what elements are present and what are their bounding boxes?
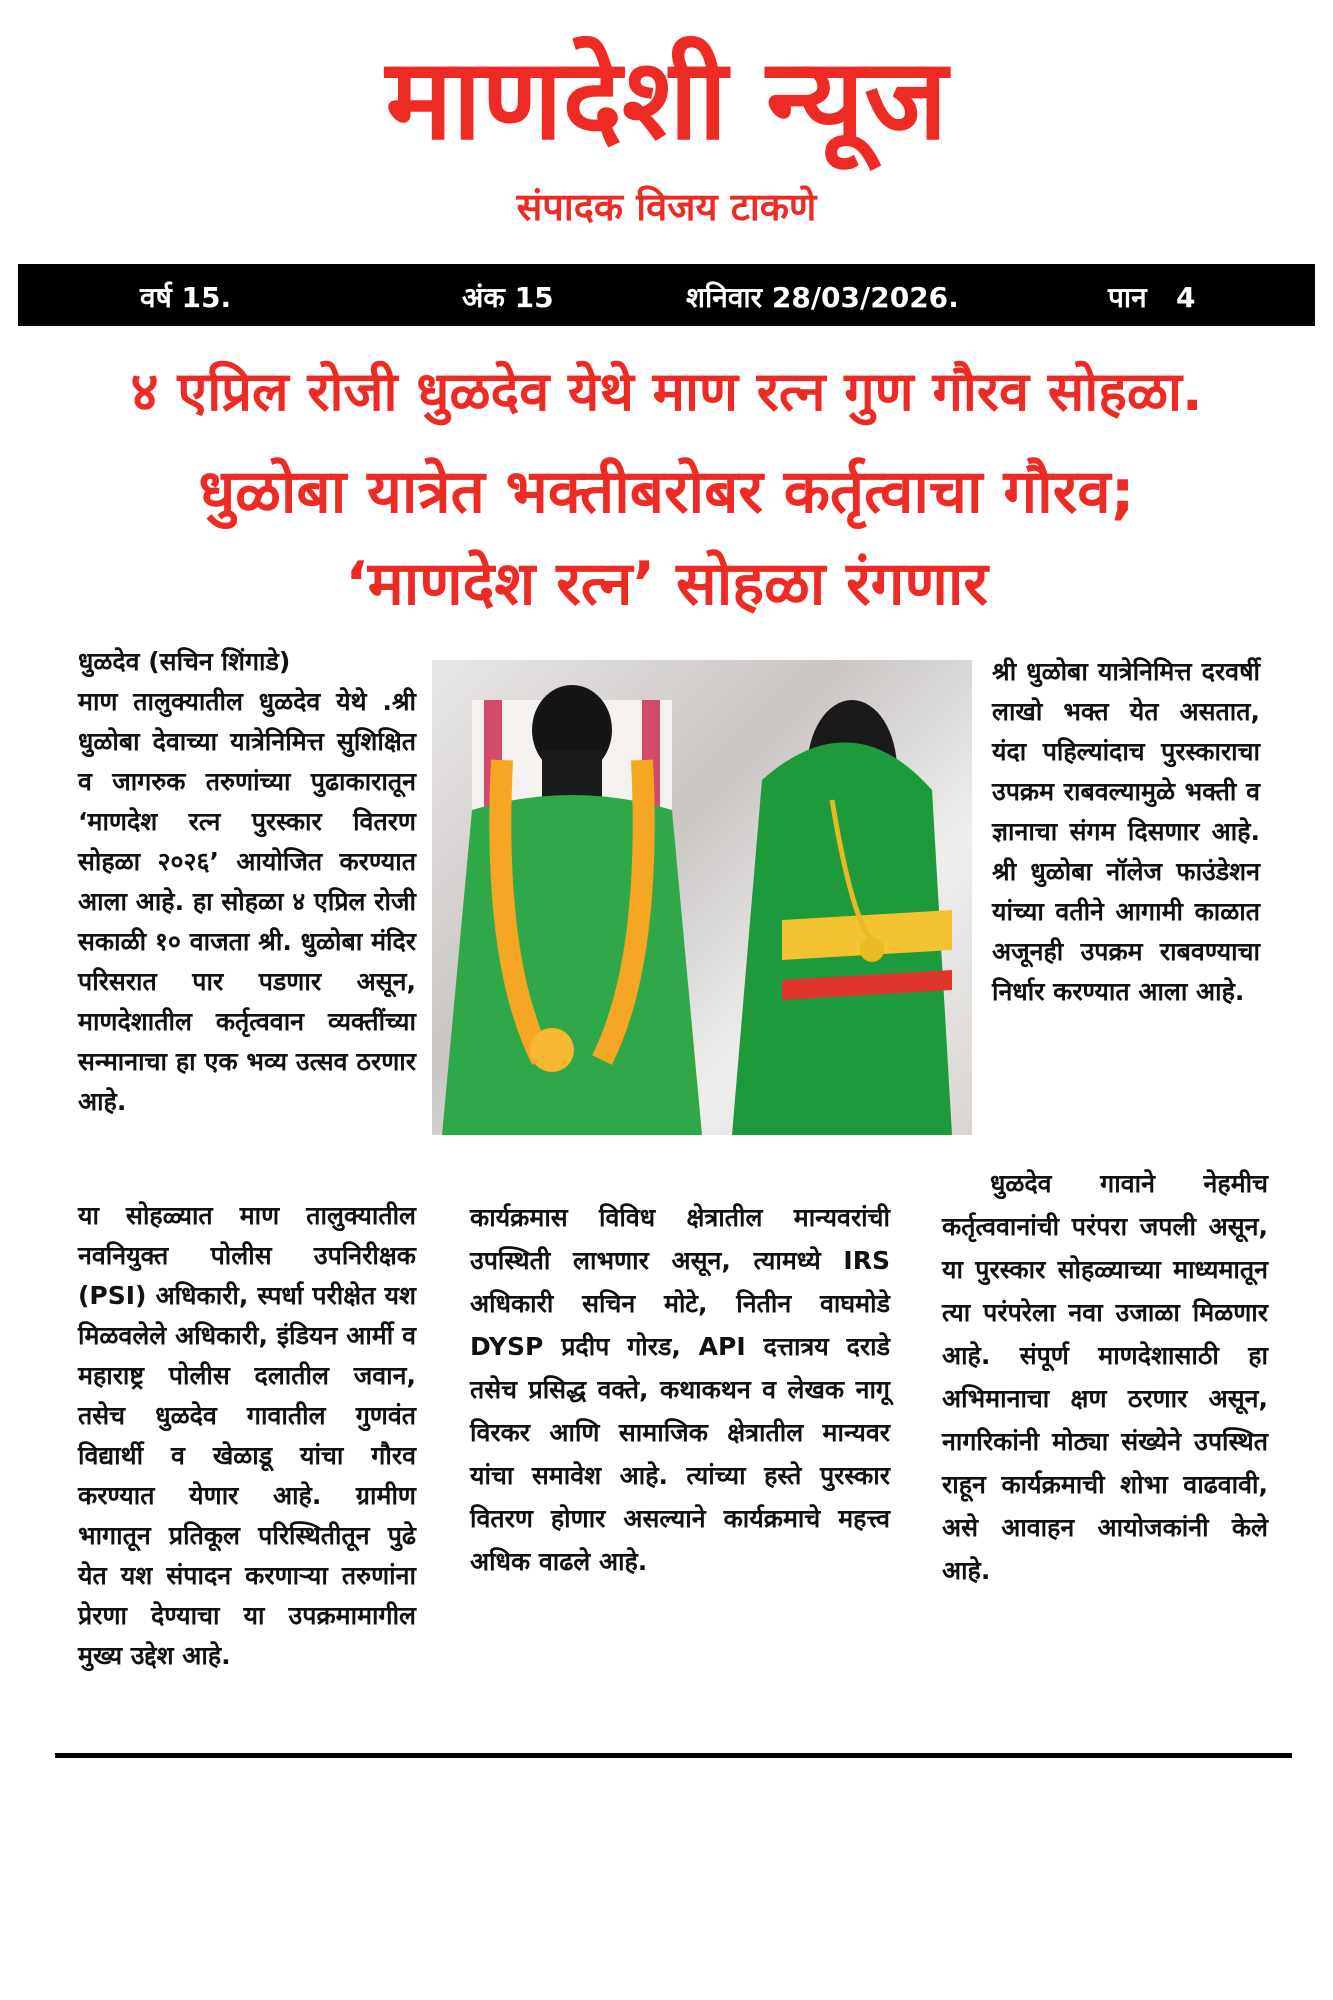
dateline: धुळदेव (सचिन शिंगाडे) [78, 647, 291, 676]
paragraph: धुळदेव गावाने नेहमीच कर्तृत्ववानांची परंपरा जपली असून, या पुरस्कार सोहळ्याच्या माध्यमातून त्या परंपरेला नवा उजाळा मिळणार आहे. संपूर्ण माणदेशासाठी हा अभिमानाचा क्षण ठरणार असून, नागरिकांनी मोठ्या संख्येने उपस्थित राहून कार्यक्रमाची शोभा वाढवावी, असे आवाहन आयोजकांनी केले आहे. [942, 1169, 1268, 1585]
headline-primary: ४ एप्रिल रोजी धुळदेव येथे माण रत्न गुण गौरव सोहळा. [130, 360, 1203, 423]
date-label: शनिवार 28/03/2026. [686, 281, 959, 314]
bottom-rule [55, 1753, 1292, 1758]
page-label: पान 4 [1108, 281, 1196, 314]
info-bar [18, 264, 1315, 326]
year-label: वर्ष 15. [140, 281, 232, 314]
article-column-5 [942, 1162, 1268, 1592]
article-column-1 [78, 642, 416, 1122]
deity-photo-illustration [432, 660, 972, 1135]
deity-photo [432, 660, 972, 1135]
article-column-2: श्री धुळोबा यात्रेनिमित्त दरवर्षी लाखो भक्त येत असतात, यंदा पहिल्यांदाच पुरस्काराचा उपक्रम राबवल्यामुळे भक्ती व ज्ञानाचा संगम दिसणार आहे. श्री धुळोबा नॉलेज फाउंडेशन यांच्या वतीने आगामी काळात अजूनही उपक्रम राबवण्याचा निर्धार करण्यात आला आहे. [992, 657, 1260, 1006]
headline-secondary: धुळोबा यात्रेत भक्तीबरोबर कर्तृत्वाचा गौरव; [198, 457, 1135, 527]
article-column-4: कार्यक्रमास विविध क्षेत्रातील मान्यवरांची उपस्थिती लाभणार असून, त्यामध्ये IRS अधिकारी सचिन मोटे, नितीन वाघमोडे DYSP प्रदीप गोरड, API दत्तात्रय दराडे तसेच प्रसिद्ध वक्ते, कथाकथन व लेखक नागू विरकर आणि सामाजिक क्षेत्रातील मान्यवर यांचा समावेश आहे. त्यांच्या हस्ते पुरस्कार वितरण होणार असल्याने कार्यक्रमाचे महत्त्व अधिक वाढले आहे. [470, 1203, 890, 1576]
editor-line: संपादक विजय टाकणे [516, 185, 817, 229]
article-column-3: या सोहळ्यात माण तालुक्यातील नवनियुक्त पोलीस उपनिरीक्षक (PSI) अधिकारी, स्पर्धा परीक्षेत यश मिळवलेले अधिकारी, इंडियन आर्मी व महाराष्ट्र पोलीस दलातील जवान, तसेच धुळदेव गावातील गुणवंत विद्यार्थी व खेळाडू यांचा गौरव करण्यात येणार आहे. ग्रामीण भागातून प्रतिकूल परिस्थितीतून पुढे येत यश संपादन करणाऱ्या तरुणांना प्रेरणा देण्याचा या उपक्रमामागील मुख्य उद्देश आहे. [78, 1201, 416, 1670]
masthead-title: माणदेशी न्यूज [385, 35, 948, 165]
headline-tertiary: ‘माणदेश रत्न’ सोहळा रंगणार [345, 549, 988, 619]
paragraph: माण तालुक्यातील धुळदेव येथे .श्री धुळोबा देवाच्या यात्रेनिमित्त सुशिक्षित व जागरुक तरुणांच्या पुढाकारातून ‘माणदेश रत्न पुरस्कार वितरण सोहळा २०२६’ आयोजित करण्यात आला आहे. हा सोहळा ४ एप्रिल रोजी सकाळी १० वाजता श्री. धुळोबा मंदिर परिसरात पार पडणार असून, माणदेशातील कर्तृत्ववान व्यक्तींच्या सन्मानाचा हा एक भव्य उत्सव ठरणार आहे. [78, 687, 416, 1116]
issue-label: अंक 15 [462, 281, 554, 314]
